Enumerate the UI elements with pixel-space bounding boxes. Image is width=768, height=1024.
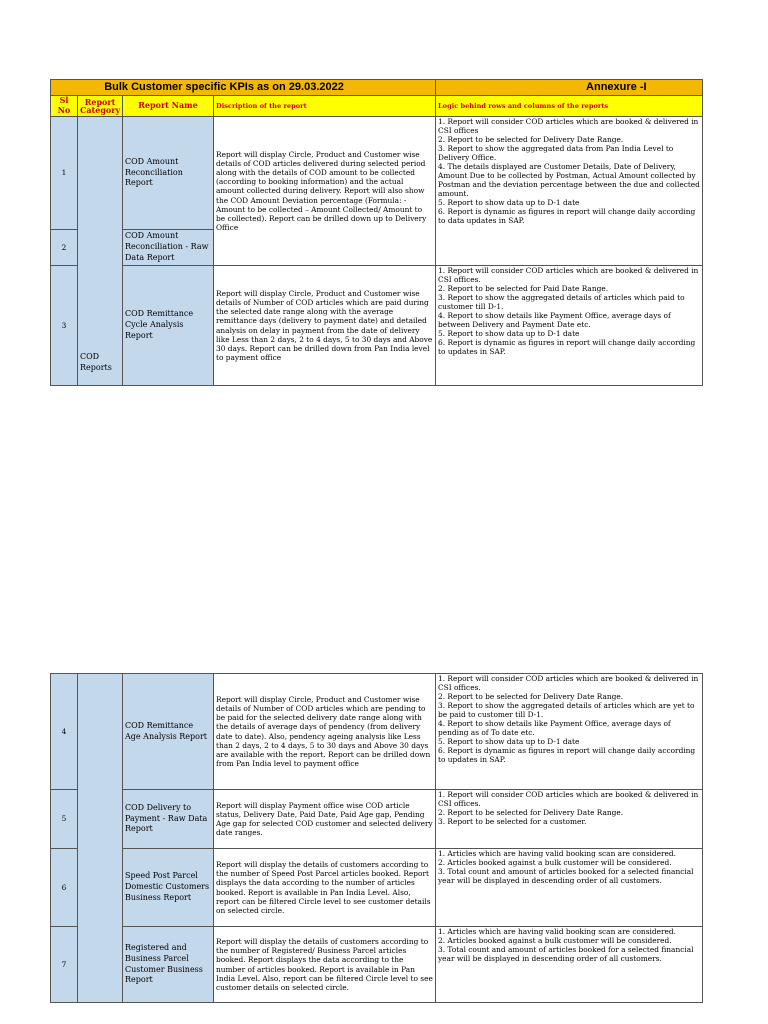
report-name: COD Remittance Age Analysis Report: [123, 674, 214, 790]
logic-point: 2. Report to be selected for Paid Date Range.: [438, 284, 609, 294]
report-description: Report will display Payment office wise COD article status, Delivery Date, Paid Date, Paid Age gap, Pending Age gap for selected COD customer and selected delivery date ranges.: [214, 790, 436, 849]
report-description: Report will display Circle, Product and Customer wise details of Number of COD articles which are pending to be paid for the selected delivery date range along with the details of average days of pendency (from delivery date to date). Also, pendency ageing analysis like Less than 2 days, 2 to 4 days, 5 to 30 days and Above 30 days are available with the report. Report can be drilled down from Pan India level to payment office: [214, 674, 436, 790]
annexure-label: Annexure -I: [436, 80, 703, 96]
logic-point: 6. Report is dynamic as figures in report will change daily according to updates in SAP.: [438, 746, 696, 765]
header-logic: Logic behind rows and columns of the reports: [436, 96, 703, 117]
row-sl-no: 5: [51, 790, 78, 849]
report-description: Report will display Circle, Product and Customer wise details of COD articles delivered during selected period along with the details of COD amount to be collected (according to booking information) and the actual amount collected during delivery. Report will also show the COD Amount Deviation percentage (Formula: - Amount to be collected – Amount Collected/ Amount to be collected). Report can be drilled down up to Delivery Office: [214, 117, 436, 266]
logic-point: 5. Report to show data up to D-1 date: [438, 329, 580, 339]
logic-point: 2. Report to be selected for Delivery Date Range.: [438, 135, 624, 145]
logic-point: 4. Report to show details like Payment Office, average days of pending as of To date etc.: [438, 719, 671, 738]
report-logic: [436, 674, 703, 790]
report-logic: [436, 849, 703, 927]
kpi-table-bottom: [50, 673, 703, 1003]
row-sl-no: 3: [51, 266, 78, 386]
row-sl-no: 6: [51, 849, 78, 927]
logic-point: 1. Report will consider COD articles which are booked & delivered in CSI offices.: [438, 674, 699, 693]
report-name: COD Delivery to Payment - Raw Data Report: [123, 790, 214, 849]
logic-point: 2. Report to be selected for Delivery Date Range.: [438, 808, 624, 818]
logic-point: 1. Report will consider COD articles which are booked & delivered in CSI offices.: [438, 266, 699, 285]
logic-point: 1. Articles which are having valid booking scan are considered.: [438, 849, 676, 858]
logic-point: 2. Report to be selected for Delivery Date Range.: [438, 692, 624, 702]
logic-point: 1. Articles which are having valid booking scan are considered.: [438, 927, 676, 936]
row-sl-no: 4: [51, 674, 78, 790]
logic-point: 3. Report to show the aggregated data from Pan India Level to Delivery Office.: [438, 144, 674, 163]
table-row: [51, 927, 703, 1003]
table-row: [51, 117, 703, 230]
logic-point: 3. Total count and amount of articles booked for a selected financial year will be displayed in descending order of all customers.: [438, 867, 694, 886]
logic-point: 2. Articles booked against a bulk customer will be considered.: [438, 858, 672, 868]
header-sl-no: Sl No: [51, 96, 78, 117]
report-category-continued: [78, 674, 123, 1003]
logic-point: 4. Report to show details like Payment Office, average days of between Delivery and Payment Date etc.: [438, 311, 671, 330]
row-sl-no: 7: [51, 927, 78, 1003]
kpi-table-top: [50, 79, 703, 386]
logic-point: 5. Report to show data up to D-1 date: [438, 198, 580, 208]
logic-point: 3. Report to show the aggregated details of articles which are yet to be paid to customer till D-1.: [438, 701, 695, 720]
logic-point: 2. Articles booked against a bulk customer will be considered.: [438, 936, 672, 946]
report-logic: [436, 927, 703, 1003]
report-description: Report will display the details of customers according to the number of Speed Post Parcel articles booked. Report displays the data according to the number of articles booked. Report is available in Pan India Level. Also, report can be filtered Circle level to see customer details on selected circle.: [214, 849, 436, 927]
table-row: [51, 266, 703, 386]
logic-point: 3. Total count and amount of articles booked for a selected financial year will be displayed in descending order of all customers.: [438, 945, 694, 964]
report-description: Report will display the details of customers according to the number of Registered/ Business Parcel articles booked. Report displays the data according to the number of articles booked. Report is available in Pan India Level. Also, report can be filtered Circle level to see customer details on selected circle.: [214, 927, 436, 1003]
report-name: COD Amount Reconciliation - Raw Data Report: [123, 230, 214, 266]
logic-point: 4. The details displayed are Customer Details, Date of Delivery, Amount Due to be collected by Postman, Actual Amount collected by Postman and the deviation percentage between the due and collected amount.: [438, 162, 700, 199]
report-logic: [436, 790, 703, 849]
header-category: Report Category: [78, 96, 123, 117]
report-logic: [436, 266, 703, 386]
logic-point: 5. Report to show data up to D-1 date: [438, 737, 580, 747]
report-name: COD Amount Reconciliation Report: [123, 117, 214, 230]
logic-point: 3. Report to show the aggregated details of articles which paid to customer till D-1.: [438, 293, 685, 312]
logic-point: 6. Report is dynamic as figures in report will change daily according to updates in SAP.: [438, 338, 696, 357]
logic-point: 1. Report will consider COD articles which are booked & delivered in CSI offices: [438, 117, 699, 136]
logic-point: 6. Report is dynamic as figures in report will change daily according to data updates in SAP.: [438, 207, 696, 226]
row-sl-no: 2: [51, 230, 78, 266]
header-report-name: Report Name: [123, 96, 214, 117]
logic-point: 3. Report to be selected for a customer.: [438, 817, 587, 827]
header-row: [51, 96, 703, 117]
report-title: Bulk Customer specific KPIs as on 29.03.2022: [51, 80, 436, 96]
report-name: Speed Post Parcel Domestic Customers Business Report: [123, 849, 214, 927]
table-row: [51, 849, 703, 927]
report-description: Report will display Circle, Product and Customer wise details of Number of COD articles which are paid during the selected date range along with the average remittance days (delivery to payment date) and detailed analysis on delay in payment from the date of delivery like Less than 2 days, 2 to 4 days, 5 to 30 days and Above 30 days. Report can be drilled down from Pan India level to payment office: [214, 266, 436, 386]
header-description: Discription of the report: [214, 96, 436, 117]
report-category: COD Reports: [78, 117, 123, 386]
title-row: [51, 80, 703, 96]
report-logic: [436, 117, 703, 266]
row-sl-no: 1: [51, 117, 78, 230]
table-row: [51, 790, 703, 849]
table-row: [51, 674, 703, 790]
report-name: Registered and Business Parcel Customer Business Report: [123, 927, 214, 1003]
logic-point: 1. Report will consider COD articles which are booked & delivered in CSI offices.: [438, 790, 699, 809]
report-name: COD Remittance Cycle Analysis Report: [123, 266, 214, 386]
